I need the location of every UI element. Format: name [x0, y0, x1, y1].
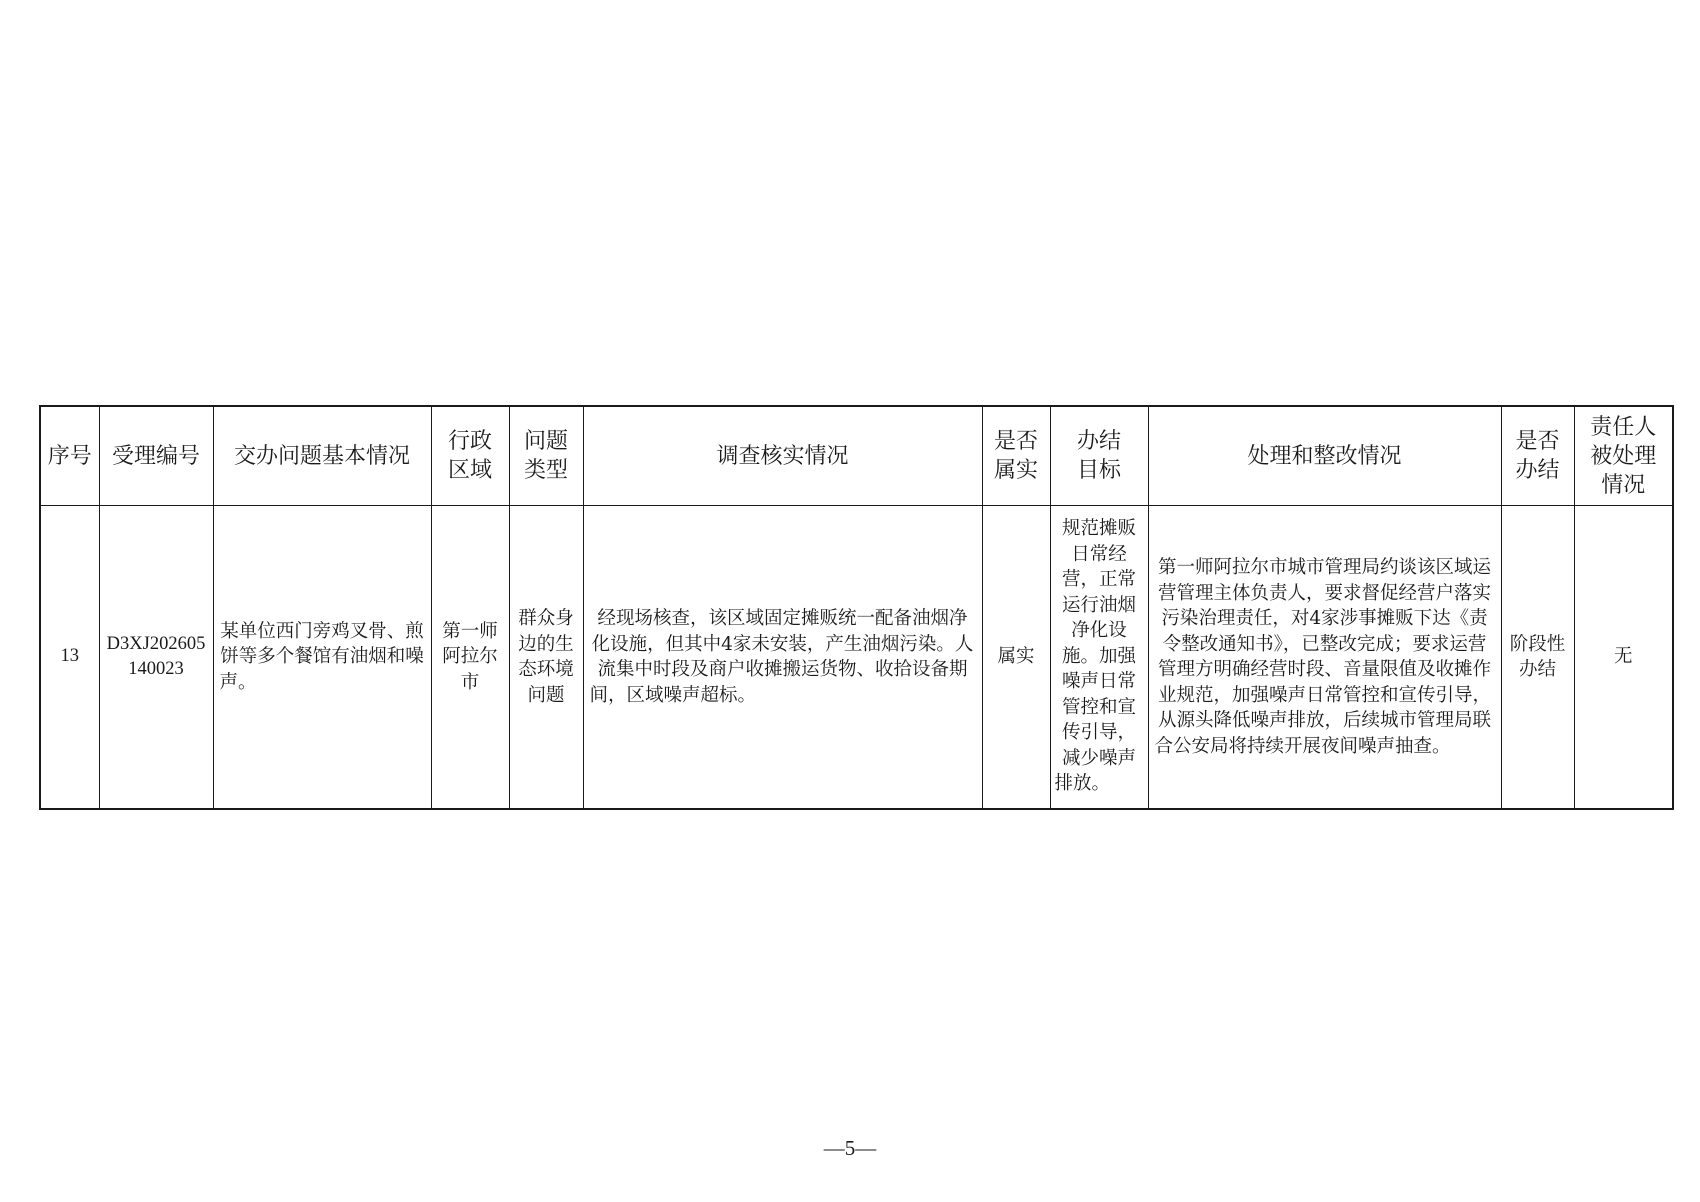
cell-basic: 某单位西门旁鸡叉骨、煎饼等多个餐馆有油烟和噪声。 [213, 506, 431, 810]
header-closed: 是否办结 [1501, 406, 1574, 506]
case-table [39, 405, 1674, 810]
header-handling: 处理和整改情况 [1148, 406, 1501, 506]
cell-type: 群众身边的生态环境问题 [509, 506, 583, 810]
header-type: 问题类型 [509, 406, 583, 506]
cell-accountability: 无 [1574, 506, 1673, 810]
header-accountability: 责任人被处理情况 [1574, 406, 1673, 506]
header-row [40, 406, 1673, 506]
header-case-id: 受理编号 [99, 406, 213, 506]
header-seq: 序号 [40, 406, 99, 506]
cell-target: 规范摊贩日常经营，正常运行油烟净化设施。加强噪声日常管控和宣传引导，减少噪声排放。 [1050, 506, 1148, 810]
cell-case-id: D3XJ202605140023 [99, 506, 213, 810]
header-region: 行政区域 [431, 406, 509, 506]
cell-closed: 阶段性办结 [1501, 506, 1574, 810]
header-basic: 交办问题基本情况 [213, 406, 431, 506]
cell-verified: 属实 [982, 506, 1050, 810]
cell-investigation: 经现场核查，该区域固定摊贩统一配备油烟净化设施，但其中4家未安装，产生油烟污染。人流集中时段及商户收摊搬运货物、收拾设备期间，区域噪声超标。 [583, 506, 982, 810]
cell-seq: 13 [40, 506, 99, 810]
table-row [40, 506, 1673, 810]
header-verified: 是否属实 [982, 406, 1050, 506]
cell-region: 第一师阿拉尔市 [431, 506, 509, 810]
header-investigation: 调查核实情况 [583, 406, 982, 506]
page-number: —5— [823, 1136, 877, 1160]
cell-handling: 第一师阿拉尔市城市管理局约谈该区域运营管理主体负责人，要求督促经营户落实污染治理责任，对4家涉事摊贩下达《责令整改通知书》，已整改完成；要求运营管理方明确经营时段、音量限值及收摊作业规范，加强噪声日常管控和宣传引导，从源头降低噪声排放，后续城市管理局联合公安局将持续开展夜间噪声抽查。 [1148, 506, 1501, 810]
report-sheet [39, 405, 1666, 810]
header-target: 办结目标 [1050, 406, 1148, 506]
